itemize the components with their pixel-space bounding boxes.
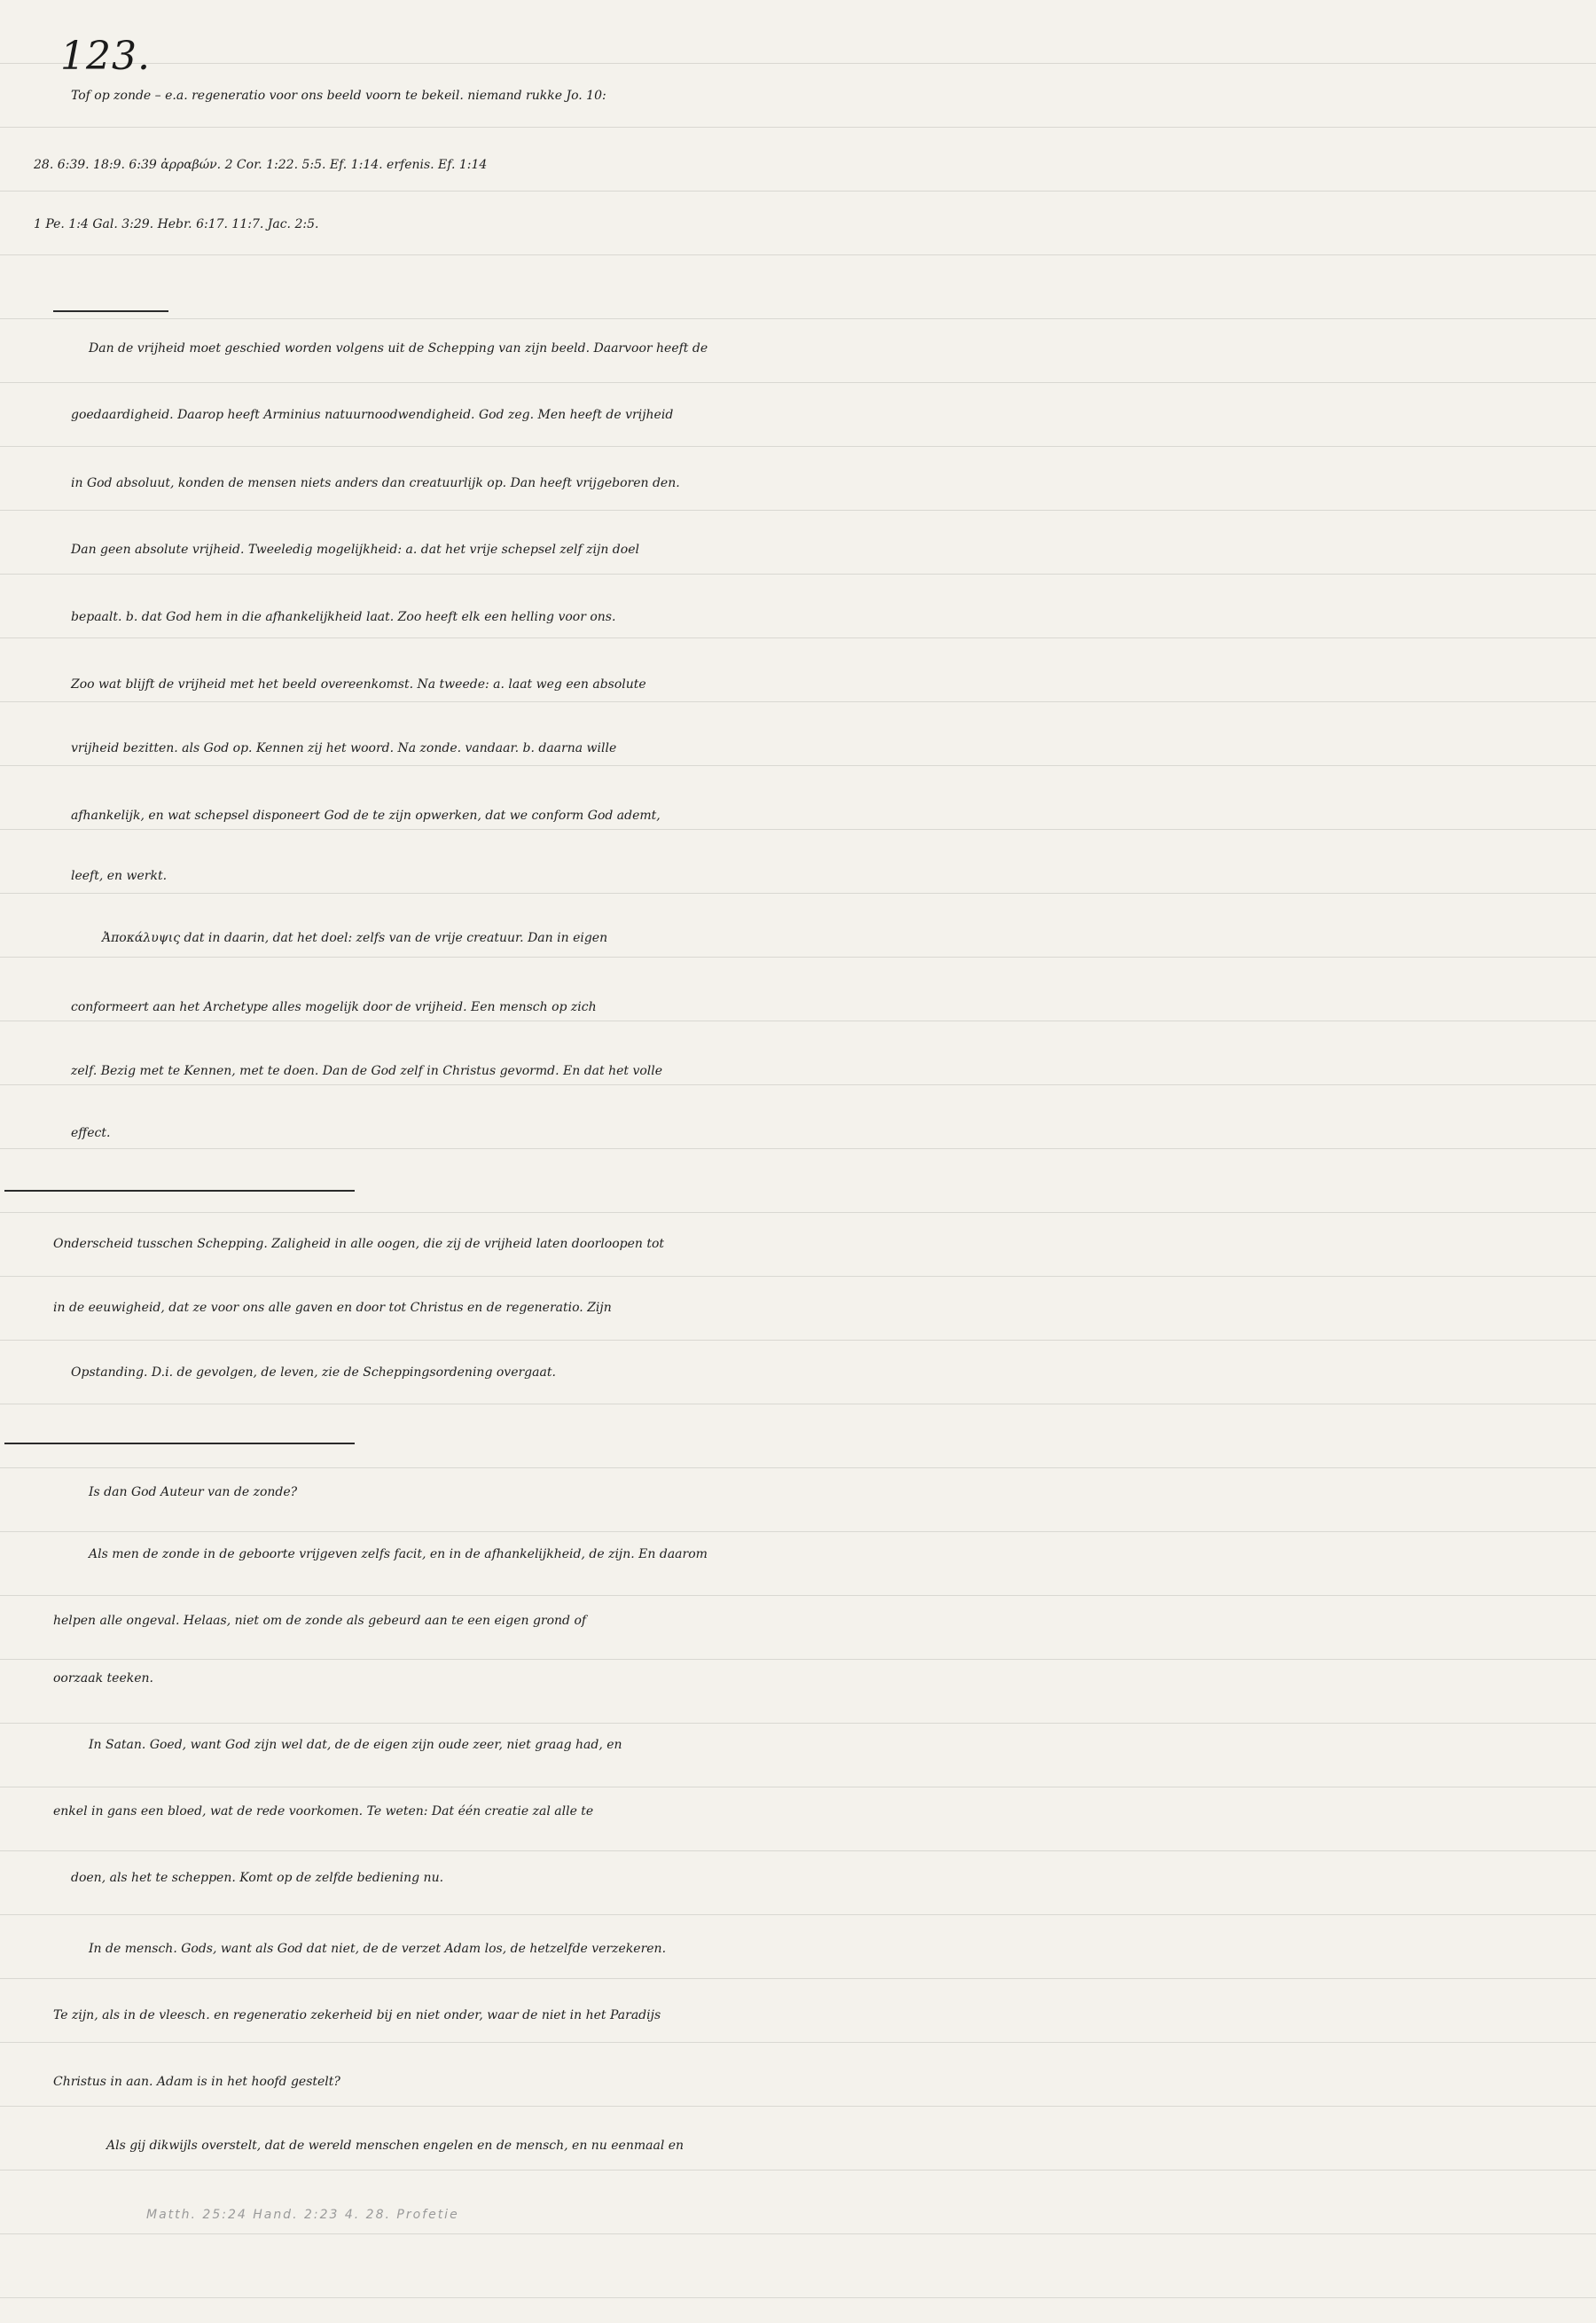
pencil-reference-line: Matth. 25:24 Hand. 2:23 4. 28. Profetie	[146, 2208, 459, 2222]
text-line: in God absoluut, konden de mensen niets anders dan creatuurlijk op. Dan heeft vrijgeboren den.	[71, 476, 680, 490]
text-line: 28. 6:39. 18:9. 6:39 ἀρραβών. 2 Cor. 1:22. 5:5. Ef. 1:14. erfenis. Ef. 1:14	[34, 158, 488, 172]
divider-rule	[53, 310, 168, 312]
text-line: Tof op zonde – e.a. regeneratio voor ons beeld voorn te bekeil. niemand rukke Jo. 10:	[71, 89, 606, 103]
text-line: bepaalt. b. dat God hem in die afhankelijkheid laat. Zoo heeft elk een helling voor ons.	[71, 610, 616, 624]
text-line: goedaardigheid. Daarop heeft Arminius natuurnoodwendigheid. God zeg. Men heeft de vrijheid	[71, 408, 674, 422]
text-line: effect.	[71, 1126, 111, 1140]
text-line: in de eeuwigheid, dat ze voor ons alle gaven en door tot Christus en de regeneratio. Zijn	[53, 1301, 612, 1315]
text-line: conformeert aan het Archetype alles mogelijk door de vrijheid. Een mensch op zich	[71, 1000, 597, 1014]
text-line: In de mensch. Gods, want als God dat niet, de de verzet Adam los, de hetzelfde verzekeren.	[89, 1942, 667, 1956]
text-line: Ἀποκάλυψις dat in daarin, dat het doel: zelfs van de vrije creatuur. Dan in eigen	[102, 931, 608, 945]
text-line: Christus in aan. Adam is in het hoofd gestelt?	[53, 2075, 340, 2089]
text-line: Dan geen absolute vrijheid. Tweeledig mogelijkheid: a. dat het vrije schepsel zelf zijn doel	[71, 543, 639, 557]
text-line: Is dan God Auteur van de zonde?	[89, 1485, 298, 1499]
divider-rule	[4, 1190, 355, 1192]
text-line: vrijheid bezitten. als God op. Kennen zij het woord. Na zonde. vandaar. b. daarna wille	[71, 741, 617, 755]
text-line: 1 Pe. 1:4 Gal. 3:29. Hebr. 6:17. 11:7. Jac. 2:5.	[34, 217, 319, 231]
text-line: zelf. Bezig met te Kennen, met te doen. Dan de God zelf in Christus gevormd. En dat het volle	[71, 1064, 663, 1078]
text-line: In Satan. Goed, want God zijn wel dat, de de eigen zijn oude zeer, niet graag had, en	[89, 1738, 622, 1752]
text-line: oorzaak teeken.	[53, 1671, 153, 1686]
divider-rule	[4, 1443, 355, 1444]
text-line: afhankelijk, en wat schepsel disponeert God de te zijn opwerken, dat we conform God ademt,	[71, 809, 661, 823]
text-line: doen, als het te scheppen. Komt op de zelfde bediening nu.	[71, 1871, 444, 1885]
text-line: enkel in gans een bloed, wat de rede voorkomen. Te weten: Dat één creatie zal alle te	[53, 1804, 594, 1819]
text-line: leeft, en werkt.	[71, 869, 168, 883]
text-line: Als men de zonde in de geboorte vrijgeven zelfs facit, en in de afhankelijkheid, de zijn. En daarom	[89, 1547, 708, 1561]
text-line: Opstanding. D.i. de gevolgen, de leven, zie de Scheppingsordening overgaat.	[71, 1365, 556, 1380]
text-line: Onderscheid tusschen Schepping. Zaligheid in alle oogen, die zij de vrijheid laten doorloopen tot	[53, 1237, 665, 1251]
text-line: Zoo wat blijft de vrijheid met het beeld overeenkomst. Na tweede: a. laat weg een absolute	[71, 677, 646, 692]
text-line: Als gij dikwijls overstelt, dat de wereld menschen engelen en de mensch, en nu eenmaal en	[106, 2139, 685, 2153]
text-line: helpen alle ongeval. Helaas, niet om de zonde als gebeurd aan te een eigen grond of	[53, 1614, 587, 1628]
text-line: Te zijn, als in de vleesch. en regeneratio zekerheid bij en niet onder, waar de niet in het Paradijs	[53, 2008, 661, 2022]
page-number: 123.	[60, 34, 151, 79]
text-line: Dan de vrijheid moet geschied worden volgens uit de Schepping van zijn beeld. Daarvoor heeft de	[89, 341, 708, 356]
